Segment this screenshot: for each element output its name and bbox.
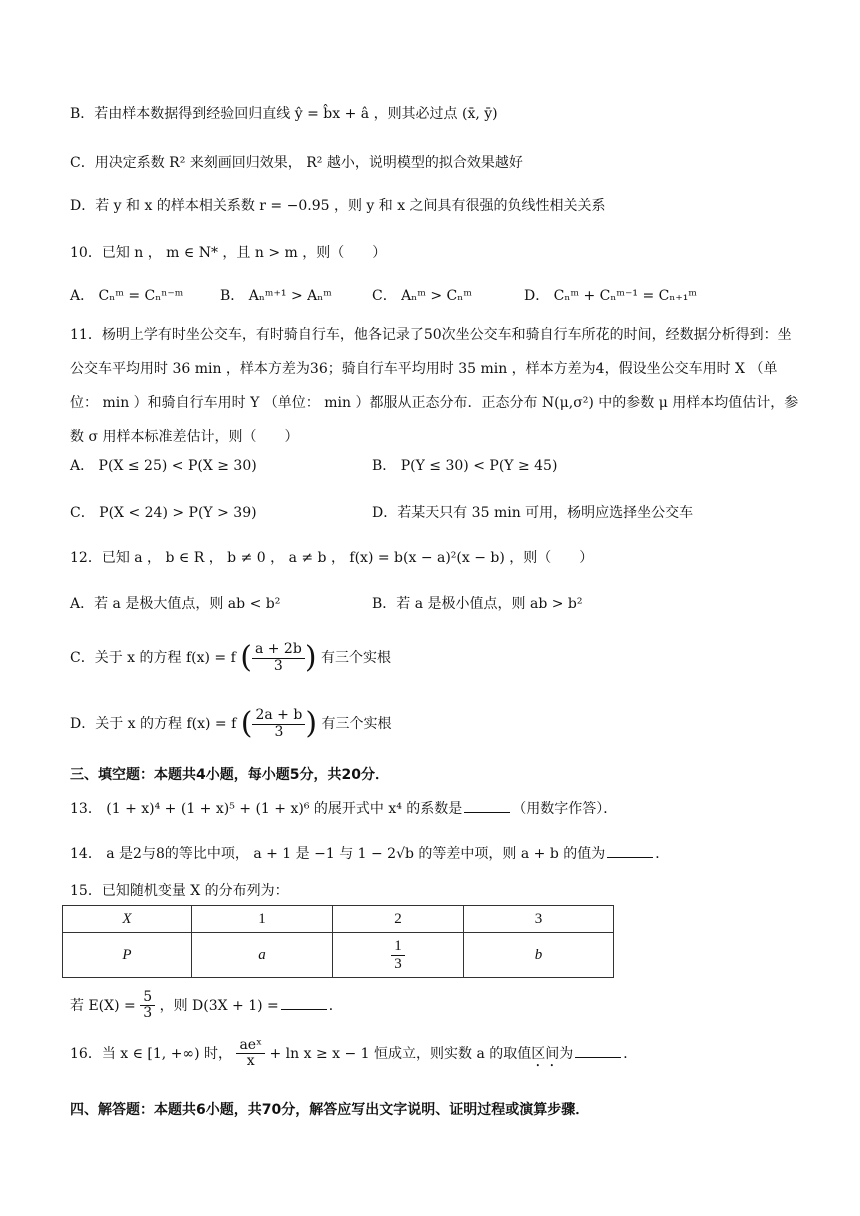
q11-option-c: C． P(X < 24) > P(Y > 39)	[70, 505, 257, 521]
q12-c-denominator: 3	[273, 657, 283, 674]
table-cell-x2: 2	[333, 906, 464, 933]
table-cell-x3: 3	[464, 906, 614, 933]
p2-denominator: 3	[394, 955, 402, 972]
q12-d-fraction	[252, 708, 305, 740]
q15-stem: 15．已知随机变量 X 的分布列为：	[70, 883, 289, 899]
q10-option-d: D． Cₙᵐ + Cₙᵐ⁻¹ = Cₙ₊₁ᵐ	[524, 288, 698, 304]
q12-c-suffix: 有三个实根	[320, 650, 391, 666]
table-cell-p3: b	[464, 933, 614, 978]
q12-d-suffix: 有三个实根	[321, 716, 392, 732]
section-4-heading: 四、解答题：本题共6小题，共70分，解答应写出文字说明、证明过程或演算步骤．	[70, 1102, 590, 1118]
q16-middle: + ln x ≥ x − 1 恒成立，则实数 a 的取值	[269, 1045, 532, 1062]
q10-option-c: C． Aₙᵐ > Cₙᵐ	[372, 288, 472, 304]
q12-c-numerator: a + 2b	[252, 642, 305, 658]
q13-text: 13． (1 + x)⁴ + (1 + x)⁵ + (1 + x)⁶ 的展开式中 x⁴ 的系数是	[70, 801, 463, 817]
q9-option-b: B．若由样本数据得到经验回归直线 ŷ = b̂x + â ，则其必过点 (x̄, ȳ)	[70, 106, 498, 122]
q15-answer-blank	[281, 997, 327, 1010]
q15-condition-prefix: 若 E(X) =	[70, 997, 136, 1014]
table-cell-x-label: X	[63, 906, 192, 933]
q14-text: 14． a 是2与8的等比中项， a + 1 是 −1 与 1 − 2√b 的等差中项，则 a + b 的值为	[70, 846, 606, 862]
q12-option-c: C．关于 x 的方程 f(x) = f ( $\frac{a + 2b}{3}$ ) 有三个实根	[70, 640, 391, 675]
q12-d-denominator: 3	[274, 723, 284, 740]
q14-answer-blank	[607, 845, 653, 858]
q16-post: 为	[559, 1045, 574, 1062]
table-cell-p1: a	[192, 933, 333, 978]
table-row-p	[63, 933, 614, 978]
p2-numerator: 1	[391, 938, 405, 956]
q16-end: ．	[623, 1045, 638, 1062]
q10-option-b: B． Aₙᵐ⁺¹ > Aₙᵐ	[220, 288, 332, 304]
q12-option-d: D．关于 x 的方程 f(x) = f ( $\frac{2a + b}{3}$ ) 有三个实根	[70, 706, 392, 741]
section-3-heading: 三、填空题：本题共4小题，每小题5分，共20分．	[70, 767, 389, 783]
q16-numerator: aeˣ	[236, 1038, 265, 1054]
q11-option-a: A． P(X ≤ 25) < P(X ≥ 30)	[70, 458, 257, 474]
q12-c-prefix: C．关于 x 的方程 f(x) = f	[70, 650, 236, 666]
q14-suffix: ．	[655, 846, 670, 862]
q9-option-d: D．若 y 和 x 的样本相关系数 r = −0.95 ，则 y 和 x 之间具有很强的负线性相关关系	[70, 198, 606, 214]
q11-stem: 11．杨明上学有时坐公交车，有时骑自行车，他各记录了50次坐公交车和骑自行车所花的时间，经数据分析得到：坐公交车平均用时 36 min ，样本方差为36；骑自行车平均用时 35 min ，样本方差为4，假设坐公交车用时 X （单位： min ）和骑自行车用时 Y （单位： min ）都服从正态分布．正态分布 N(μ,σ²) 中的参数 μ 用样本均值估计，参数 σ 用样本标准差估计，则（ ）	[70, 327, 799, 445]
q12-d-numerator: 2a + b	[252, 708, 305, 724]
table-row-x	[63, 906, 614, 933]
q9-option-c: C．用决定系数 R² 来刻画回归效果， R² 越小，说明模型的拟合效果越好	[70, 155, 523, 171]
table-cell-p-label: P	[63, 933, 192, 978]
table-cell-p2	[333, 933, 464, 978]
q15-numerator: 5	[140, 990, 155, 1006]
q13-answer-blank	[464, 800, 510, 813]
q10-stem: 10．已知 n ， m ∈ N* ，且 n > m ，则（ ）	[70, 245, 387, 261]
q15-condition	[70, 990, 343, 1022]
q13	[70, 800, 617, 818]
table-cell-x1: 1	[192, 906, 333, 933]
q12-d-prefix: D．关于 x 的方程 f(x) = f	[70, 716, 237, 732]
q10-option-a: A． Cₙᵐ = Cₙⁿ⁻ᵐ	[70, 288, 184, 304]
q12-c-fraction	[252, 642, 305, 674]
distribution-table	[62, 905, 614, 978]
q14	[70, 845, 669, 863]
q16-denominator: x	[246, 1053, 255, 1070]
q15-denominator: 3	[143, 1005, 153, 1022]
q13-suffix: （用数字作答）．	[512, 801, 618, 817]
q16-emphasis: 区间	[531, 1045, 560, 1062]
q11-option-b: B． P(Y ≤ 30) < P(Y ≥ 45)	[372, 458, 558, 474]
q11-option-d: D．若某天只有 35 min 可用，杨明应选择坐公交车	[372, 505, 694, 521]
q12-option-b: B．若 a 是极小值点，则 ab > b²	[372, 596, 583, 612]
q12-option-a: A．若 a 是极大值点，则 ab < b²	[70, 596, 281, 612]
q12-stem: 12．已知 a ， b ∈ R ， b ≠ 0 ， a ≠ b ， f(x) = b(x − a)²(x − b) ，则（ ）	[70, 550, 594, 566]
q16	[70, 1038, 637, 1070]
q16-prefix: 16．当 x ∈ [1, +∞) 时，	[70, 1045, 232, 1062]
q15-condition-suffix: ，则 D(3X + 1) =	[159, 997, 279, 1014]
q15-end: ．	[328, 997, 343, 1014]
q16-answer-blank	[575, 1045, 621, 1058]
